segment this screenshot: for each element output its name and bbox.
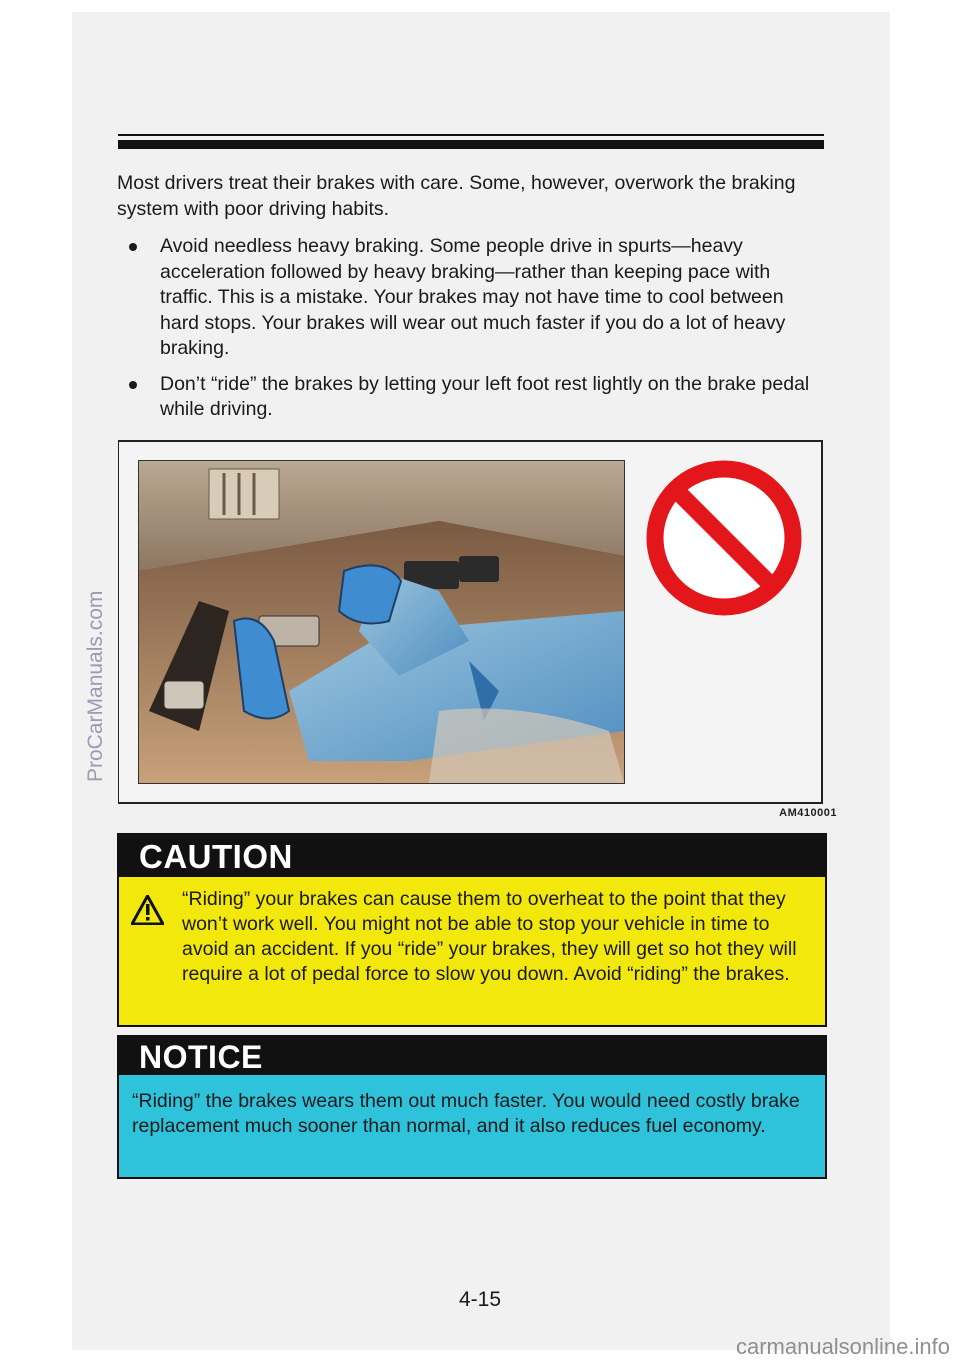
notice-text: “Riding” the brakes wears them out much faster. You would need costly brake replacement much sooner than normal, and it also reduces fuel economy. <box>132 1090 800 1137</box>
side-watermark-text: ProCarManuals.com <box>84 590 107 782</box>
notice-header <box>119 1037 825 1075</box>
caution-title: CAUTION <box>139 838 293 875</box>
header-rule-thick <box>118 140 824 149</box>
bottom-watermark: carmanualsonline.info <box>735 1334 950 1359</box>
intro-paragraph: Most drivers treat their brakes with care. Some, however, overwork the braking system with poor driving habits. <box>117 172 796 220</box>
list-item-text: Avoid needless heavy braking. Some people drive in spurts—heavy acceleration followed by heavy braking—rather than keeping pace with traffic. This is a mistake. Your brakes may not have time to cool between hard stops. Your brakes will wear out much faster if you do a lot of heavy braking. <box>160 235 786 359</box>
list-item <box>127 234 817 362</box>
bullet-icon <box>129 243 137 251</box>
tips-list <box>127 234 817 433</box>
header-rule-thin <box>118 134 824 136</box>
caution-text: “Riding” your brakes can cause them to overheat to the point that they won’t work well. You might not be able to stop your vehicle in time to avoid an accident. If you “ride” your brakes, they will get so hot they will require a lot of pedal force to slow you down. Avoid “riding” the brakes. <box>182 888 797 985</box>
notice-box <box>117 1035 827 1179</box>
warning-triangle-icon <box>131 895 164 925</box>
figure-code: AM410001 <box>779 807 837 819</box>
side-watermark <box>84 590 112 1002</box>
notice-title: NOTICE <box>139 1039 263 1075</box>
caution-box <box>117 833 827 1027</box>
pedal-illustration <box>139 461 624 783</box>
prohibition-icon <box>645 459 803 617</box>
caution-header <box>119 835 825 877</box>
bullet-icon <box>129 381 137 389</box>
pedal-photo <box>138 460 625 784</box>
page-number: 4-15 <box>458 1288 502 1311</box>
list-item-text: Don’t “ride” the brakes by letting your left foot rest lightly on the brake pedal while driving. <box>160 372 810 420</box>
list-item <box>127 372 817 423</box>
